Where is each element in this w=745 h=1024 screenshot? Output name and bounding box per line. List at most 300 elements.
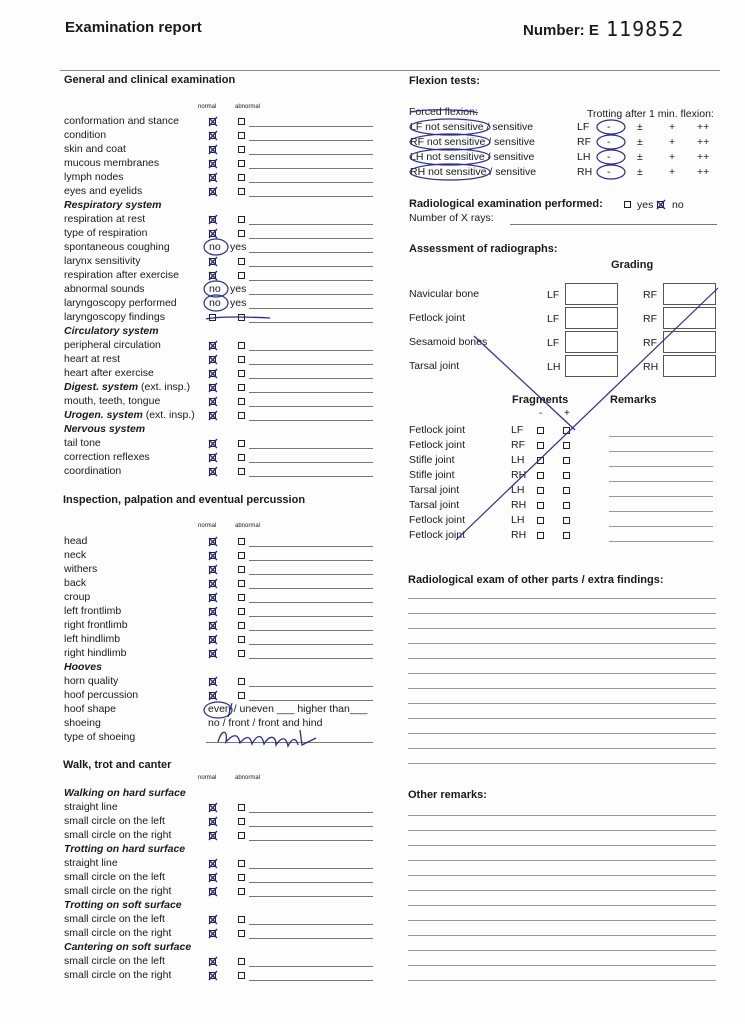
general-normal-checkbox[interactable] bbox=[209, 468, 216, 475]
walk-normal-checkbox[interactable] bbox=[209, 958, 216, 965]
fragment-plus-checkbox[interactable] bbox=[563, 517, 570, 524]
radiograph-right-leg: RF bbox=[643, 313, 657, 325]
inspection-normal-checkbox[interactable] bbox=[209, 678, 216, 685]
inspection-row-line[interactable] bbox=[249, 700, 373, 701]
walk-normal-checkbox[interactable] bbox=[209, 818, 216, 825]
general-normal-checkbox[interactable] bbox=[209, 146, 216, 153]
other-parts-heading: Radiological exam of other parts / extra findings: bbox=[408, 574, 664, 586]
inspection-row-label: back bbox=[64, 577, 87, 589]
general-row-label: skin and coat bbox=[64, 143, 126, 155]
general-abnormal-checkbox[interactable] bbox=[238, 146, 245, 153]
xrays-field[interactable] bbox=[510, 224, 717, 225]
general-normal-checkbox[interactable] bbox=[209, 454, 216, 461]
general-row-line[interactable] bbox=[249, 196, 373, 197]
inspection-heading: Inspection, palpation and eventual percussion bbox=[63, 494, 306, 506]
general-row-label: heart at rest bbox=[64, 353, 121, 365]
general-subheading: Circulatory system bbox=[64, 325, 159, 337]
general-row-line[interactable] bbox=[249, 448, 373, 449]
fragment-plus-checkbox[interactable] bbox=[563, 442, 570, 449]
inspection-col-abnormal: abnormal bbox=[235, 523, 261, 529]
general-row-label: larynx sensitivity bbox=[64, 255, 141, 267]
general-row-line[interactable] bbox=[249, 168, 373, 169]
general-row-line[interactable] bbox=[249, 392, 373, 393]
flexion-grade-option[interactable]: + bbox=[669, 151, 676, 163]
walk-row-line[interactable] bbox=[249, 882, 373, 883]
walk-row-label: small circle on the right bbox=[64, 885, 172, 897]
fragment-row-label: Stifle joint bbox=[409, 454, 455, 466]
inspection-normal-checkbox[interactable] bbox=[209, 566, 216, 573]
general-normal-checkbox[interactable] bbox=[209, 258, 216, 265]
inspection-row-label: horn quality bbox=[64, 675, 119, 687]
other-remarks-line[interactable] bbox=[408, 980, 716, 981]
walk-row-line[interactable] bbox=[249, 924, 373, 925]
extra-findings-line[interactable] bbox=[408, 658, 716, 659]
walk-abnormal-checkbox[interactable] bbox=[238, 958, 245, 965]
fragment-remark-line[interactable] bbox=[609, 496, 713, 497]
grade-circle-mark bbox=[597, 135, 625, 149]
fragment-remark-line[interactable] bbox=[609, 526, 713, 527]
general-abnormal-checkbox[interactable] bbox=[238, 174, 245, 181]
general-row-line[interactable] bbox=[249, 280, 373, 281]
radiograph-row-label: Fetlock joint bbox=[409, 312, 466, 324]
general-row-label: condition bbox=[64, 129, 107, 141]
inspection-row-label: head bbox=[64, 535, 88, 547]
inspection-options-text[interactable]: even / uneven ___ higher than___ bbox=[208, 703, 368, 715]
radiological-no-checkbox[interactable] bbox=[657, 201, 664, 208]
other-remarks-line[interactable] bbox=[408, 920, 716, 921]
radiograph-right-grade-box[interactable] bbox=[663, 331, 716, 353]
extra-findings-line[interactable] bbox=[408, 643, 716, 644]
fragment-plus-checkbox[interactable] bbox=[563, 427, 570, 434]
radiograph-left-grade-box[interactable] bbox=[565, 283, 618, 305]
general-row-line[interactable] bbox=[249, 378, 373, 379]
general-subheading: Respiratory system bbox=[64, 199, 162, 211]
general-normal-checkbox[interactable] bbox=[209, 132, 216, 139]
general-row-line[interactable] bbox=[249, 294, 373, 295]
general-abnormal-checkbox[interactable] bbox=[238, 188, 245, 195]
general-subheading bbox=[64, 381, 190, 393]
general-row-label: spontaneous coughing bbox=[64, 241, 170, 253]
general-yes-option[interactable]: yes bbox=[230, 283, 247, 295]
general-no-option[interactable]: no bbox=[209, 241, 221, 253]
fragment-row-label: Fetlock joint bbox=[409, 424, 466, 436]
fragment-minus-checkbox[interactable] bbox=[537, 487, 544, 494]
general-abnormal-checkbox[interactable] bbox=[238, 216, 245, 223]
other-remarks-line[interactable] bbox=[408, 815, 716, 816]
fragment-remark-line[interactable] bbox=[609, 436, 713, 437]
general-row-label: laryngoscopy findings bbox=[64, 311, 165, 323]
report-number-value: 119852 bbox=[606, 17, 685, 41]
forced-flexion-label: Forced flexion: bbox=[409, 106, 478, 118]
inspection-row-label: hoof shape bbox=[64, 703, 116, 715]
walk-normal-checkbox[interactable] bbox=[209, 888, 216, 895]
walk-row-label: small circle on the left bbox=[64, 955, 165, 967]
radiograph-right-grade-box[interactable] bbox=[663, 307, 716, 329]
general-row-line[interactable] bbox=[249, 182, 373, 183]
radiograph-row-label: Sesamoid bones bbox=[409, 336, 488, 348]
fragment-remark-line[interactable] bbox=[609, 541, 713, 542]
inspection-abnormal-checkbox[interactable] bbox=[238, 566, 245, 573]
general-normal-checkbox[interactable] bbox=[209, 314, 216, 321]
trotting-after-label: Trotting after 1 min. flexion: bbox=[587, 108, 714, 120]
general-yes-option[interactable]: yes bbox=[230, 241, 247, 253]
fragment-minus-checkbox[interactable] bbox=[537, 457, 544, 464]
extra-findings-line[interactable] bbox=[408, 763, 716, 764]
inspection-normal-checkbox[interactable] bbox=[209, 538, 216, 545]
general-row-label: heart after exercise bbox=[64, 367, 154, 379]
other-remarks-line[interactable] bbox=[408, 890, 716, 891]
fragment-leg-label: RH bbox=[511, 529, 527, 541]
general-abnormal-checkbox[interactable] bbox=[238, 230, 245, 237]
extra-findings-line[interactable] bbox=[408, 688, 716, 689]
inspection-abnormal-checkbox[interactable] bbox=[238, 580, 245, 587]
inspection-row-line[interactable] bbox=[249, 658, 373, 659]
general-abnormal-checkbox[interactable] bbox=[238, 132, 245, 139]
grade-circle-mark bbox=[597, 165, 625, 179]
fragment-minus-checkbox[interactable] bbox=[537, 442, 544, 449]
inspection-abnormal-checkbox[interactable] bbox=[238, 636, 245, 643]
other-remarks-line[interactable] bbox=[408, 905, 716, 906]
walk-row-line[interactable] bbox=[249, 840, 373, 841]
general-row-line[interactable] bbox=[249, 350, 373, 351]
general-normal-checkbox[interactable] bbox=[209, 412, 216, 419]
flexion-grade-option[interactable]: ++ bbox=[697, 151, 710, 163]
radiograph-left-grade-box[interactable] bbox=[565, 307, 618, 329]
walk-row-label: straight line bbox=[64, 801, 118, 813]
radiograph-right-leg: RF bbox=[643, 337, 657, 349]
general-abnormal-checkbox[interactable] bbox=[238, 356, 245, 363]
fragment-minus-checkbox[interactable] bbox=[537, 532, 544, 539]
inspection-abnormal-checkbox[interactable] bbox=[238, 622, 245, 629]
general-normal-checkbox[interactable] bbox=[209, 160, 216, 167]
inspection-abnormal-checkbox[interactable] bbox=[238, 538, 245, 545]
walk-row-label: small circle on the right bbox=[64, 829, 172, 841]
general-normal-checkbox[interactable] bbox=[209, 384, 216, 391]
general-row-label: lymph nodes bbox=[64, 171, 124, 183]
general-row-line[interactable] bbox=[249, 308, 373, 309]
walk-abnormal-checkbox[interactable] bbox=[238, 972, 245, 979]
fragment-remark-line[interactable] bbox=[609, 511, 713, 512]
inspection-row-line[interactable] bbox=[206, 742, 373, 743]
inspection-row-label: left frontlimb bbox=[64, 605, 122, 617]
inspection-normal-checkbox[interactable] bbox=[209, 552, 216, 559]
walk-abnormal-checkbox[interactable] bbox=[238, 860, 245, 867]
fragment-minus-checkbox[interactable] bbox=[537, 502, 544, 509]
general-abnormal-checkbox[interactable] bbox=[238, 272, 245, 279]
walk-row-label: straight line bbox=[64, 857, 118, 869]
extra-findings-line[interactable] bbox=[408, 613, 716, 614]
fragment-plus-checkbox[interactable] bbox=[563, 532, 570, 539]
flexion-grade-option[interactable]: + bbox=[669, 121, 676, 133]
general-abnormal-checkbox[interactable] bbox=[238, 118, 245, 125]
remarks-heading: Remarks bbox=[610, 394, 657, 406]
grading-heading: Grading bbox=[611, 259, 654, 271]
walk-row-label: small circle on the left bbox=[64, 871, 165, 883]
fragment-row-label: Stifle joint bbox=[409, 469, 455, 481]
walk-normal-checkbox[interactable] bbox=[209, 804, 216, 811]
general-subheading-ext: (ext. insp.) bbox=[145, 409, 195, 421]
general-row-label: conformation and stance bbox=[64, 115, 179, 127]
general-abnormal-checkbox[interactable] bbox=[238, 398, 245, 405]
radiological-yes-checkbox[interactable] bbox=[624, 201, 631, 208]
grade-circle-mark bbox=[597, 150, 625, 164]
other-remarks-line[interactable] bbox=[408, 965, 716, 966]
inspection-row-line[interactable] bbox=[249, 546, 373, 547]
radiographs-heading: Assessment of radiographs: bbox=[409, 243, 558, 255]
walk-abnormal-checkbox[interactable] bbox=[238, 888, 245, 895]
flexion-grade-option[interactable]: ++ bbox=[697, 166, 710, 178]
inspection-normal-checkbox[interactable] bbox=[209, 580, 216, 587]
flexion-grade-option[interactable]: - bbox=[607, 136, 611, 148]
inspection-row-line[interactable] bbox=[249, 574, 373, 575]
walk-subheading: Cantering on soft surface bbox=[64, 941, 192, 953]
inspection-row-line[interactable] bbox=[249, 588, 373, 589]
other-remarks-line[interactable] bbox=[408, 845, 716, 846]
fragment-leg-label: LH bbox=[511, 514, 525, 526]
flexion-forced-option[interactable]: RF not sensitive / sensitive bbox=[410, 136, 535, 148]
extra-findings-line[interactable] bbox=[408, 703, 716, 704]
general-abnormal-checkbox[interactable] bbox=[238, 412, 245, 419]
general-row-label: abnormal sounds bbox=[64, 283, 145, 295]
walk-row-line[interactable] bbox=[249, 966, 373, 967]
inspection-row-label: type of shoeing bbox=[64, 731, 136, 743]
general-abnormal-checkbox[interactable] bbox=[238, 384, 245, 391]
radiograph-left-leg: LF bbox=[547, 337, 560, 349]
walk-row-line[interactable] bbox=[249, 812, 373, 813]
general-no-option[interactable]: no bbox=[209, 283, 221, 295]
walk-row-line[interactable] bbox=[249, 826, 373, 827]
fragment-plus-checkbox[interactable] bbox=[563, 502, 570, 509]
general-row-line[interactable] bbox=[249, 266, 373, 267]
walk-normal-checkbox[interactable] bbox=[209, 832, 216, 839]
general-normal-checkbox[interactable] bbox=[209, 272, 216, 279]
flexion-grade-option[interactable]: ++ bbox=[697, 136, 710, 148]
extra-findings-line[interactable] bbox=[408, 718, 716, 719]
general-row-label: respiration at rest bbox=[64, 213, 146, 225]
general-row-line[interactable] bbox=[249, 224, 373, 225]
general-row-line[interactable] bbox=[249, 364, 373, 365]
general-row-line[interactable] bbox=[249, 154, 373, 155]
fragment-leg-label: LF bbox=[511, 424, 524, 436]
inspection-row-label: croup bbox=[64, 591, 91, 603]
general-abnormal-checkbox[interactable] bbox=[238, 440, 245, 447]
walk-heading: Walk, trot and canter bbox=[63, 759, 172, 771]
header-divider bbox=[60, 70, 720, 71]
flexion-forced-option[interactable]: LF not sensitive / sensitive bbox=[410, 121, 534, 133]
general-subheading-label: Urogen. system bbox=[64, 409, 143, 421]
inspection-abnormal-checkbox[interactable] bbox=[238, 692, 245, 699]
general-col-normal: normal bbox=[198, 104, 217, 110]
general-normal-checkbox[interactable] bbox=[209, 216, 216, 223]
walk-abnormal-checkbox[interactable] bbox=[238, 874, 245, 881]
flexion-forced-option[interactable]: LH not sensitive / sensitive bbox=[410, 151, 535, 163]
inspection-row-line[interactable] bbox=[249, 644, 373, 645]
general-row-line[interactable] bbox=[249, 238, 373, 239]
report-number-label: Number: E bbox=[523, 22, 599, 39]
radiograph-right-leg: RF bbox=[643, 289, 657, 301]
general-heading: General and clinical examination bbox=[64, 74, 236, 86]
walk-row-line[interactable] bbox=[249, 868, 373, 869]
inspection-abnormal-checkbox[interactable] bbox=[238, 608, 245, 615]
fragment-minus-checkbox[interactable] bbox=[537, 427, 544, 434]
handwritten-normal bbox=[218, 730, 316, 746]
inspection-normal-checkbox[interactable] bbox=[209, 692, 216, 699]
inspection-options-text[interactable]: no / front / front and hind bbox=[208, 717, 323, 729]
general-abnormal-checkbox[interactable] bbox=[238, 342, 245, 349]
flexion-leg-label: LF bbox=[577, 121, 590, 133]
flexion-grade-option[interactable]: - bbox=[607, 166, 611, 178]
fragment-row-label: Tarsal joint bbox=[409, 499, 460, 511]
walk-col-normal: normal bbox=[198, 775, 217, 781]
fragment-minus-checkbox[interactable] bbox=[537, 472, 544, 479]
other-remarks-line[interactable] bbox=[408, 935, 716, 936]
flexion-grade-option[interactable]: + bbox=[669, 166, 676, 178]
general-row-label: mucous membranes bbox=[64, 157, 160, 169]
fragment-plus-checkbox[interactable] bbox=[563, 487, 570, 494]
flexion-grade-option[interactable]: ± bbox=[637, 121, 643, 133]
other-remarks-heading: Other remarks: bbox=[408, 789, 487, 801]
other-remarks-line[interactable] bbox=[408, 875, 716, 876]
fragment-leg-label: RH bbox=[511, 499, 527, 511]
general-subheading bbox=[64, 409, 195, 421]
fragment-plus-checkbox[interactable] bbox=[563, 457, 570, 464]
fragment-row-label: Fetlock joint bbox=[409, 514, 466, 526]
inspection-abnormal-checkbox[interactable] bbox=[238, 678, 245, 685]
inspection-normal-checkbox[interactable] bbox=[209, 608, 216, 615]
general-normal-checkbox[interactable] bbox=[209, 188, 216, 195]
extra-findings-line[interactable] bbox=[408, 733, 716, 734]
radiograph-row-label: Navicular bone bbox=[409, 288, 480, 300]
radiograph-left-grade-box[interactable] bbox=[565, 355, 618, 377]
general-normal-checkbox[interactable] bbox=[209, 342, 216, 349]
extra-findings-line[interactable] bbox=[408, 673, 716, 674]
fragment-minus-checkbox[interactable] bbox=[537, 517, 544, 524]
flexion-grade-option[interactable]: ± bbox=[637, 151, 643, 163]
fragment-leg-label: LH bbox=[511, 484, 525, 496]
fragments-minus: - bbox=[539, 408, 543, 419]
other-remarks-line[interactable] bbox=[408, 860, 716, 861]
flexion-grade-option[interactable]: ± bbox=[637, 166, 643, 178]
walk-abnormal-checkbox[interactable] bbox=[238, 818, 245, 825]
general-normal-checkbox[interactable] bbox=[209, 370, 216, 377]
walk-abnormal-checkbox[interactable] bbox=[238, 930, 245, 937]
inspection-row-label: neck bbox=[64, 549, 87, 561]
radiograph-left-grade-box[interactable] bbox=[565, 331, 618, 353]
radiograph-right-grade-box[interactable] bbox=[663, 283, 716, 305]
radiograph-left-leg: LF bbox=[547, 313, 560, 325]
inspection-abnormal-checkbox[interactable] bbox=[238, 552, 245, 559]
general-normal-checkbox[interactable] bbox=[209, 398, 216, 405]
fragment-remark-line[interactable] bbox=[609, 481, 713, 482]
general-abnormal-checkbox[interactable] bbox=[238, 160, 245, 167]
radiograph-row-label: Tarsal joint bbox=[409, 360, 460, 372]
inspection-row-line[interactable] bbox=[249, 602, 373, 603]
inspection-row-line[interactable] bbox=[249, 560, 373, 561]
fragment-row-label: Fetlock joint bbox=[409, 439, 466, 451]
walk-row-line[interactable] bbox=[249, 896, 373, 897]
extra-findings-line[interactable] bbox=[408, 628, 716, 629]
general-abnormal-checkbox[interactable] bbox=[238, 468, 245, 475]
other-remarks-line[interactable] bbox=[408, 950, 716, 951]
general-row-line[interactable] bbox=[249, 420, 373, 421]
inspection-normal-checkbox[interactable] bbox=[209, 622, 216, 629]
inspection-abnormal-checkbox[interactable] bbox=[238, 650, 245, 657]
walk-abnormal-checkbox[interactable] bbox=[238, 916, 245, 923]
general-row-line[interactable] bbox=[249, 462, 373, 463]
flexion-forced-option[interactable]: RH not sensitive / sensitive bbox=[410, 166, 537, 178]
inspection-row-line[interactable] bbox=[249, 686, 373, 687]
general-abnormal-checkbox[interactable] bbox=[238, 370, 245, 377]
walk-subheading: Trotting on soft surface bbox=[64, 899, 182, 911]
radiograph-right-grade-box[interactable] bbox=[663, 355, 716, 377]
fragment-remark-line[interactable] bbox=[609, 451, 713, 452]
flexion-grade-option[interactable]: ± bbox=[637, 136, 643, 148]
general-row-line[interactable] bbox=[249, 476, 373, 477]
extra-findings-line[interactable] bbox=[408, 598, 716, 599]
general-yes-option[interactable]: yes bbox=[230, 297, 247, 309]
inspection-row-label: hoof percussion bbox=[64, 689, 139, 701]
inspection-normal-checkbox[interactable] bbox=[209, 650, 216, 657]
general-row-line[interactable] bbox=[249, 252, 373, 253]
walk-normal-checkbox[interactable] bbox=[209, 874, 216, 881]
flexion-leg-label: RH bbox=[577, 166, 593, 178]
flexion-grade-option[interactable]: - bbox=[607, 121, 611, 133]
xrays-label: Number of X rays: bbox=[409, 212, 494, 224]
general-abnormal-checkbox[interactable] bbox=[238, 258, 245, 265]
walk-row-line[interactable] bbox=[249, 980, 373, 981]
general-normal-checkbox[interactable] bbox=[209, 440, 216, 447]
fragment-plus-checkbox[interactable] bbox=[563, 472, 570, 479]
walk-abnormal-checkbox[interactable] bbox=[238, 832, 245, 839]
walk-normal-checkbox[interactable] bbox=[209, 860, 216, 867]
inspection-normal-checkbox[interactable] bbox=[209, 636, 216, 643]
inspection-row-label: right frontlimb bbox=[64, 619, 128, 631]
extra-findings-line[interactable] bbox=[408, 748, 716, 749]
general-normal-checkbox[interactable] bbox=[209, 356, 216, 363]
general-normal-checkbox[interactable] bbox=[209, 230, 216, 237]
inspection-normal-checkbox[interactable] bbox=[209, 594, 216, 601]
general-abnormal-checkbox[interactable] bbox=[238, 314, 245, 321]
walk-normal-checkbox[interactable] bbox=[209, 916, 216, 923]
walk-normal-checkbox[interactable] bbox=[209, 930, 216, 937]
general-row-line[interactable] bbox=[249, 140, 373, 141]
general-normal-checkbox[interactable] bbox=[209, 174, 216, 181]
flexion-leg-label: RF bbox=[577, 136, 591, 148]
inspection-subheading: Hooves bbox=[64, 661, 102, 673]
walk-subheading: Walking on hard surface bbox=[64, 787, 186, 799]
fragments-heading: Fragments bbox=[512, 394, 569, 406]
other-remarks-line[interactable] bbox=[408, 830, 716, 831]
inspection-abnormal-checkbox[interactable] bbox=[238, 594, 245, 601]
fragment-remark-line[interactable] bbox=[609, 466, 713, 467]
general-normal-checkbox[interactable] bbox=[209, 118, 216, 125]
general-row-line[interactable] bbox=[249, 322, 373, 323]
general-abnormal-checkbox[interactable] bbox=[238, 454, 245, 461]
walk-abnormal-checkbox[interactable] bbox=[238, 804, 245, 811]
walk-row-line[interactable] bbox=[249, 938, 373, 939]
general-no-option[interactable]: no bbox=[209, 297, 221, 309]
walk-normal-checkbox[interactable] bbox=[209, 972, 216, 979]
flexion-grade-option[interactable]: ++ bbox=[697, 121, 710, 133]
flexion-grade-option[interactable]: - bbox=[607, 151, 611, 163]
fragments-plus: + bbox=[564, 408, 570, 419]
inspection-row-line[interactable] bbox=[249, 630, 373, 631]
general-row-line[interactable] bbox=[249, 126, 373, 127]
flexion-grade-option[interactable]: + bbox=[669, 136, 676, 148]
inspection-row-line[interactable] bbox=[249, 616, 373, 617]
general-row-line[interactable] bbox=[249, 406, 373, 407]
general-row-label: peripheral circulation bbox=[64, 339, 161, 351]
